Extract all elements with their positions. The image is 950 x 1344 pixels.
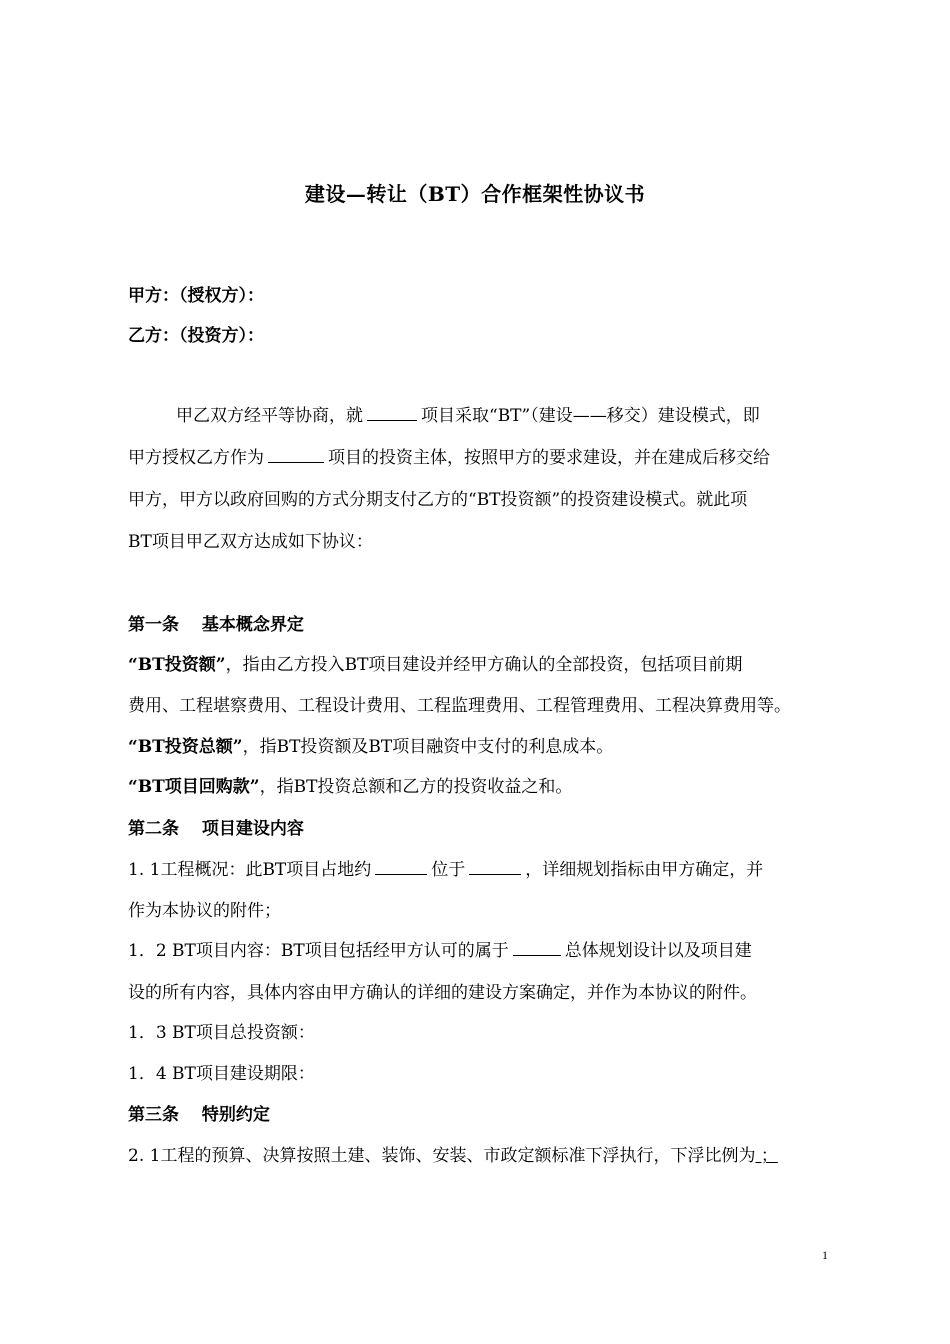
intro-text: 项目采取“BT”（建设——移交）建设模式，即 — [421, 406, 760, 426]
definition-term: “BT投资额” — [128, 655, 226, 675]
item-2-1 — [128, 1141, 778, 1166]
page-number: 1 — [822, 1248, 828, 1262]
party-a-label: 甲方：（授权方）： — [128, 286, 264, 306]
item-1-4: 1．4 BT项目建设期限： — [128, 1064, 315, 1084]
definition-2 — [128, 732, 613, 757]
item-1-2-cont: 设的所有内容，具体内容由甲方确认的详细的建设方案确定，并作为本协议的附件。 — [128, 983, 757, 1003]
item-1-3: 1．3 BT项目总投资额： — [128, 1023, 315, 1043]
item-text: 总体规划设计以及项目建 — [564, 941, 752, 961]
blank-field — [469, 858, 521, 875]
intro-line-1 — [176, 401, 760, 426]
intro-line-4: BT项目甲乙双方达成如下协议： — [128, 532, 373, 552]
blank-field — [375, 858, 427, 875]
intro-text: 甲方授权乙方作为 — [128, 448, 264, 468]
article-2-heading: 第二条 项目建设内容 — [128, 819, 304, 839]
blank-field — [367, 404, 417, 421]
item-1-1-cont: 作为本协议的附件； — [128, 901, 281, 921]
item-1-1 — [128, 855, 763, 880]
intro-line-3: 甲方，甲方以政府回购的方式分期支付乙方的“BT投资额”的投资建设模式。就此项 — [128, 490, 748, 510]
party-b-label: 乙方：（投资方）： — [128, 326, 264, 346]
definition-text: ，指由乙方投入BT项目建设并经甲方确认的全部投资，包括项目前期 — [225, 655, 743, 675]
article-1-heading: 第一条 基本概念界定 — [128, 615, 304, 635]
document-title: 建设—转让（BT）合作框架性协议书 — [304, 182, 646, 206]
item-text: ，详细规划指标由甲方确定，并 — [525, 860, 764, 880]
definition-1-cont: 费用、工程堪察费用、工程设计费用、工程监理费用、工程管理费用、工程决算费用等。 — [128, 696, 791, 716]
definition-text: ，指BT投资额及BT项目融资中支付的利息成本。 — [242, 737, 614, 757]
definition-3 — [128, 772, 572, 797]
intro-line-2 — [128, 443, 770, 468]
item-1-2 — [128, 936, 752, 961]
blank-field — [513, 939, 561, 956]
item-text: 1．2 BT项目内容：BT项目包括经甲方认可的属于 — [128, 941, 509, 961]
item-text: 2. 1工程的预算、决算按照土建、装饰、安装、市政定额标准下浮执行，下浮比例为 — [128, 1146, 756, 1166]
item-text: 1. 1工程概况：此BT项目占地约 — [128, 860, 372, 880]
definition-term: “BT投资总额” — [128, 737, 243, 757]
article-3-heading: 第三条 特别约定 — [128, 1105, 270, 1125]
blank-field: ； — [755, 1146, 778, 1166]
intro-text: 项目的投资主体，按照甲方的要求建设，并在建成后移交给 — [328, 448, 770, 468]
intro-text: 甲乙双方经平等协商，就 — [176, 406, 363, 426]
definition-1 — [128, 650, 742, 675]
blank-field — [268, 446, 324, 463]
definition-term: “BT项目回购款” — [128, 777, 260, 797]
definition-text: ，指BT投资总额和乙方的投资收益之和。 — [259, 777, 573, 797]
item-text: 位于 — [431, 860, 466, 880]
